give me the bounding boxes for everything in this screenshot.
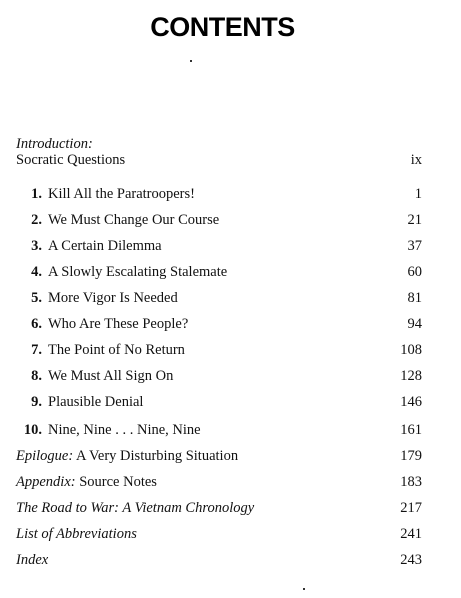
page-number: 217 <box>400 500 422 516</box>
chapter-number: 3. <box>31 238 42 254</box>
toc-entry <box>16 262 422 282</box>
page-number: 183 <box>400 474 422 490</box>
entry-title: The Point of No Return <box>48 342 185 358</box>
toc-entry <box>16 340 422 360</box>
print-speck <box>190 60 192 62</box>
page-number: 161 <box>400 422 422 438</box>
toc-entry <box>16 472 422 492</box>
entry-title: A Certain Dilemma <box>48 238 162 254</box>
toc-entry <box>16 446 422 466</box>
page-number: 94 <box>407 316 422 332</box>
chapter-number: 4. <box>31 264 42 280</box>
chapter-number: 10. <box>23 422 42 438</box>
toc-entry <box>16 314 422 334</box>
page-number: 108 <box>400 342 422 358</box>
entry-title: Nine, Nine . . . Nine, Nine <box>48 422 201 438</box>
page-number: 243 <box>400 552 422 568</box>
entry-italic-label: The Road to War: A Vietnam Chronology <box>16 500 255 516</box>
entry-title: A Slowly Escalating Stalemate <box>48 264 228 280</box>
chapter-number: 8. <box>31 368 42 384</box>
page-number: 128 <box>400 368 422 384</box>
entry-title: Source Notes <box>75 474 157 490</box>
print-speck <box>303 588 305 590</box>
page-number: 241 <box>400 526 422 542</box>
entry-title: More Vigor Is Needed <box>48 290 178 306</box>
toc-entry <box>16 498 422 518</box>
page-number: 60 <box>407 264 422 280</box>
entry-italic-label: List of Abbreviations <box>16 526 137 542</box>
entry-title: A Very Disturbing Situation <box>73 448 239 464</box>
page-title: CONTENTS <box>150 12 295 42</box>
chapter-number: 2. <box>31 212 42 228</box>
entry-italic-label: Appendix: <box>16 474 76 490</box>
chapter-number: 6. <box>31 316 42 332</box>
chapter-number: 5. <box>31 290 42 306</box>
entry-italic-label: Index <box>16 552 49 568</box>
entry-title: We Must All Sign On <box>48 368 174 384</box>
entry-title: Who Are These People? <box>48 316 189 332</box>
toc-entry <box>16 236 422 256</box>
page-number: 179 <box>400 448 422 464</box>
chapter-number: 9. <box>31 394 42 410</box>
chapter-number: 7. <box>31 342 42 358</box>
toc-entry <box>16 366 422 386</box>
toc-entry <box>16 184 422 204</box>
toc-entry <box>16 150 422 170</box>
entry-title: Kill All the Paratroopers! <box>48 186 195 202</box>
toc-entry <box>16 524 422 544</box>
page-number: 37 <box>407 238 422 254</box>
entry-italic-label: Epilogue: <box>16 448 74 464</box>
toc-entry <box>16 550 422 570</box>
entry-title: Socratic Questions <box>16 152 126 168</box>
chapter-number: 1. <box>31 186 42 202</box>
page-number: ix <box>410 152 422 168</box>
page-number: 21 <box>407 212 422 228</box>
toc-entry <box>16 288 422 308</box>
entry-title: Plausible Denial <box>48 394 144 410</box>
toc-entry <box>16 392 422 412</box>
page-number: 1 <box>414 186 422 202</box>
introduction-label: Introduction: <box>16 136 93 152</box>
page-number: 146 <box>400 394 422 410</box>
toc-entry <box>16 420 422 440</box>
page-number: 81 <box>407 290 422 306</box>
toc-entry <box>16 210 422 230</box>
entry-title: We Must Change Our Course <box>48 212 220 228</box>
